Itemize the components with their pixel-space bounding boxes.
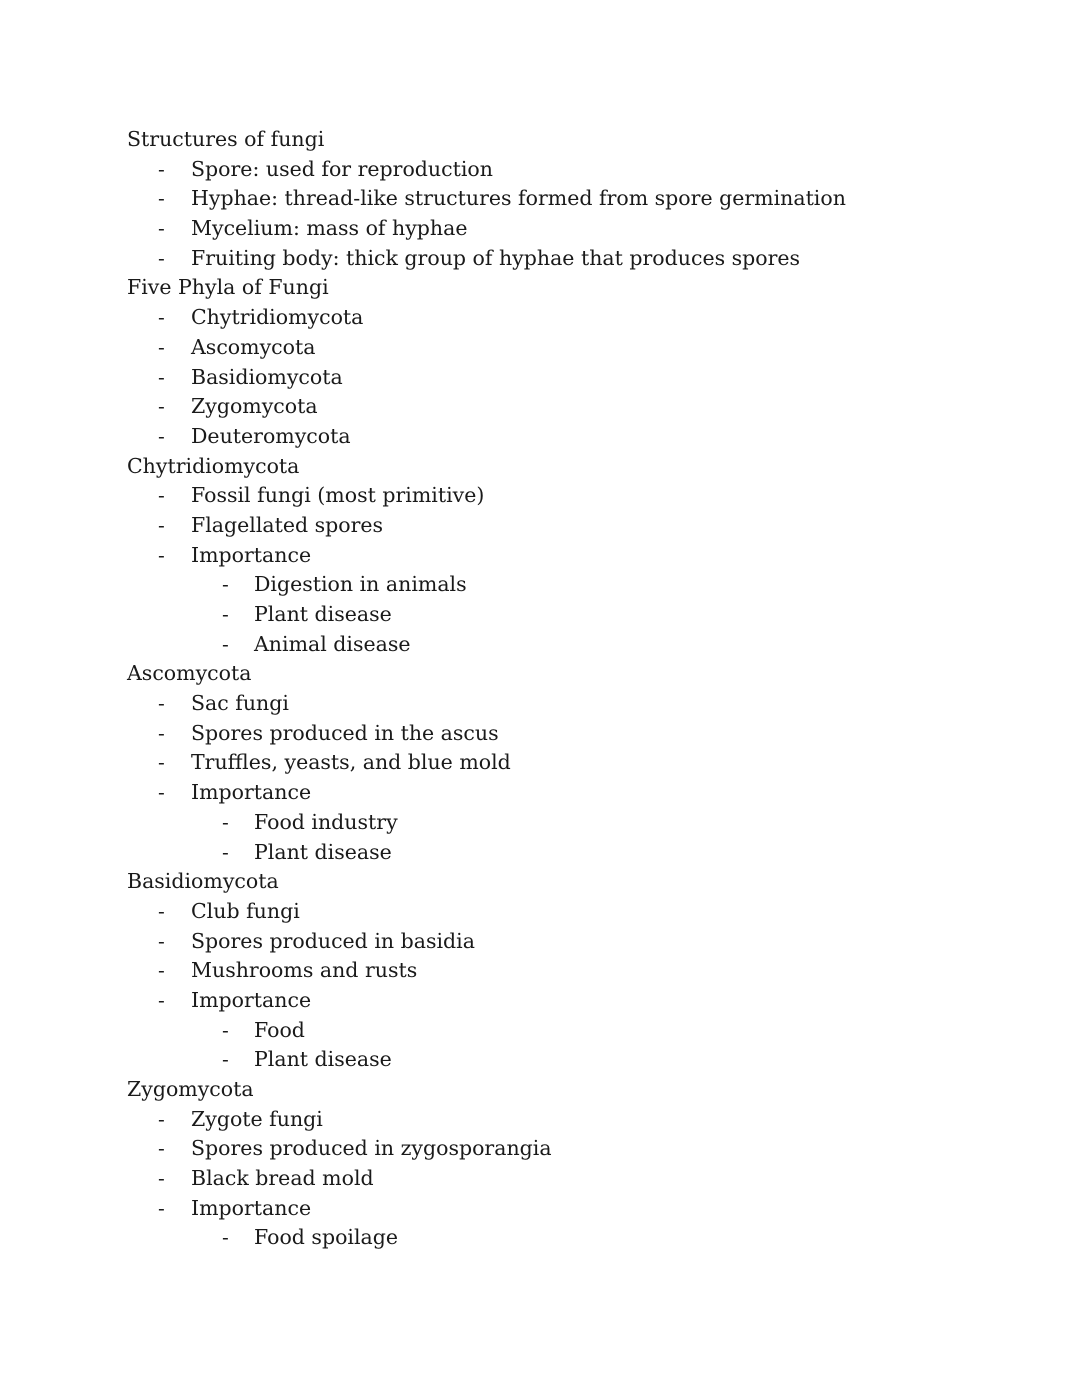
list-item-text: Hyphae: thread-like structures formed from spore germination <box>191 186 846 211</box>
bullet-dash: - <box>158 512 165 537</box>
list-item-text: Mushrooms and rusts <box>191 958 418 983</box>
bullet-dash: - <box>158 780 165 805</box>
list-item <box>127 1194 1027 1224</box>
list-item <box>127 1134 1027 1164</box>
bullet-dash: - <box>158 987 165 1012</box>
section-heading-text: Five Phyla of Fungi <box>127 275 329 300</box>
list-item <box>127 184 1027 214</box>
sub-list-item-text: Plant disease <box>254 839 392 864</box>
bullet-dash: - <box>158 1166 165 1191</box>
list-item <box>127 155 1027 185</box>
list-item-text: Importance <box>191 1195 312 1220</box>
section-heading-text: Basidiomycota <box>127 869 279 894</box>
sub-list-item-text: Food <box>254 1017 305 1042</box>
list-item <box>127 956 1027 986</box>
list-item-text: Spore: used for reproduction <box>191 156 493 181</box>
list-item <box>127 214 1027 244</box>
list-item <box>127 778 1027 808</box>
section-heading <box>127 1075 1027 1105</box>
list-item <box>127 303 1027 333</box>
bullet-dash: - <box>222 572 229 597</box>
bullet-dash: - <box>158 156 165 181</box>
list-item <box>127 392 1027 422</box>
bullet-dash: - <box>222 1017 229 1042</box>
list-item-text: Zygote fungi <box>191 1106 323 1131</box>
bullet-dash: - <box>158 305 165 330</box>
sub-list-item-text: Food industry <box>254 809 398 834</box>
list-item <box>127 541 1027 571</box>
bullet-dash: - <box>158 691 165 716</box>
list-item-text: Club fungi <box>191 898 300 923</box>
list-item <box>127 986 1027 1016</box>
list-item-text: Black bread mold <box>191 1166 374 1191</box>
list-item <box>127 719 1027 749</box>
list-item-text: Basidiomycota <box>191 364 343 389</box>
list-item-text: Fossil fungi (most primitive) <box>191 483 485 508</box>
bullet-dash: - <box>158 334 165 359</box>
bullet-dash: - <box>158 1136 165 1161</box>
sub-list-item <box>127 630 1027 660</box>
section-heading <box>127 452 1027 482</box>
list-item-text: Ascomycota <box>191 334 316 359</box>
section-heading-text: Ascomycota <box>127 661 252 686</box>
list-item-text: Importance <box>191 780 312 805</box>
sub-list-item <box>127 808 1027 838</box>
list-item <box>127 748 1027 778</box>
bullet-dash: - <box>158 245 165 270</box>
list-item <box>127 363 1027 393</box>
sub-list-item-text: Plant disease <box>254 1047 392 1072</box>
list-item <box>127 1105 1027 1135</box>
bullet-dash: - <box>222 1225 229 1250</box>
list-item-text: Deuteromycota <box>191 423 351 448</box>
list-item-text: Mycelium: mass of hyphae <box>191 216 468 241</box>
list-item <box>127 511 1027 541</box>
section-heading-text: Structures of fungi <box>127 127 325 151</box>
section-heading <box>127 867 1027 897</box>
list-item-text: Sac fungi <box>191 691 289 716</box>
bullet-dash: - <box>222 631 229 656</box>
bullet-dash: - <box>222 1047 229 1072</box>
list-item <box>127 333 1027 363</box>
bullet-dash: - <box>222 839 229 864</box>
sub-list-item <box>127 838 1027 868</box>
list-item-text: Flagellated spores <box>191 512 384 537</box>
list-item-text: Importance <box>191 542 312 567</box>
list-item-text: Fruiting body: thick group of hyphae that produces spores <box>191 245 801 270</box>
section-heading <box>127 659 1027 689</box>
bullet-dash: - <box>158 186 165 211</box>
list-item <box>127 897 1027 927</box>
bullet-dash: - <box>158 750 165 775</box>
list-item-text: Spores produced in zygosporangia <box>191 1136 552 1161</box>
list-item-text: Chytridiomycota <box>191 305 364 330</box>
sub-list-item <box>127 1045 1027 1075</box>
sub-list-item <box>127 1223 1027 1253</box>
sub-list-item <box>127 570 1027 600</box>
list-item <box>127 689 1027 719</box>
bullet-dash: - <box>158 720 165 745</box>
sub-list-item-text: Food spoilage <box>254 1225 399 1250</box>
list-item <box>127 481 1027 511</box>
list-item-text: Spores produced in basidia <box>191 928 475 953</box>
list-item <box>127 927 1027 957</box>
section-heading-text: Zygomycota <box>127 1077 254 1101</box>
sub-list-item-text: Animal disease <box>254 631 411 656</box>
bullet-dash: - <box>158 898 165 923</box>
bullet-dash: - <box>158 958 165 983</box>
bullet-dash: - <box>222 809 229 834</box>
bullet-dash: - <box>158 423 165 448</box>
sub-list-item-text: Digestion in animals <box>254 572 467 597</box>
list-item <box>127 1164 1027 1194</box>
bullet-dash: - <box>158 394 165 419</box>
list-item <box>127 244 1027 274</box>
bullet-dash: - <box>158 542 165 567</box>
sub-list-item <box>127 1016 1027 1046</box>
list-item-text: Zygomycota <box>191 394 318 419</box>
list-item <box>127 422 1027 452</box>
bullet-dash: - <box>158 1106 165 1131</box>
bullet-dash: - <box>158 483 165 508</box>
section-heading-text: Chytridiomycota <box>127 453 300 478</box>
section-heading <box>127 273 1027 303</box>
section-heading <box>127 125 1027 155</box>
bullet-dash: - <box>158 1195 165 1220</box>
sub-list-item <box>127 600 1027 630</box>
list-item-text: Truffles, yeasts, and blue mold <box>191 750 511 775</box>
list-item-text: Spores produced in the ascus <box>191 720 499 745</box>
bullet-dash: - <box>158 364 165 389</box>
bullet-dash: - <box>222 602 229 626</box>
document-body <box>127 125 1027 1253</box>
sub-list-item-text: Plant disease <box>254 602 392 626</box>
list-item-text: Importance <box>191 987 312 1012</box>
bullet-dash: - <box>158 928 165 953</box>
bullet-dash: - <box>158 216 165 241</box>
